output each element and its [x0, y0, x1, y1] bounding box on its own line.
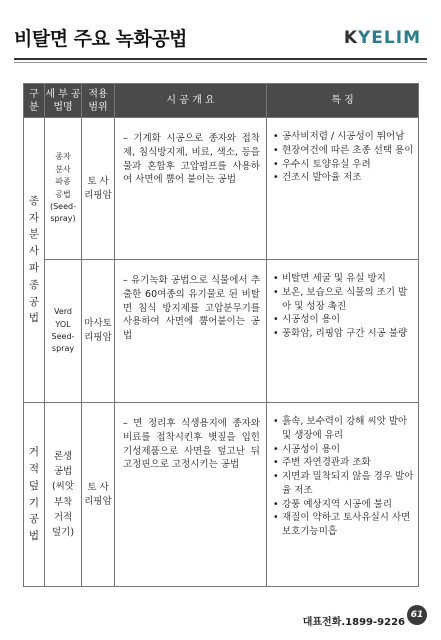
feature-item: • 비탈면 세굴 및 유실 방지: [273, 272, 414, 286]
method-cell: [45, 118, 82, 260]
features-cell: [267, 118, 419, 260]
table-row: [24, 403, 419, 587]
feature-item: • 시공성이 용이: [273, 313, 414, 327]
cell-line: spray: [51, 344, 75, 354]
logo-rest: YELIM: [358, 28, 421, 48]
scope-cell: [82, 260, 115, 403]
feature-item: • 지면과 밀착되지 않을 경우 발아율 저조: [273, 470, 414, 498]
cell-line: 거적: [53, 511, 73, 523]
table-header-row: [24, 84, 419, 118]
cell-line: YOL: [55, 319, 71, 329]
method-table: [23, 83, 419, 587]
overview-text: – 유기녹화 공법으로 식물에서 추출한 60여종의 유기물로 된 비탈면 침식 방지제를 고압분무기를 사용하여 사면에 뿜어붙이는 공법: [123, 275, 260, 342]
cell-line: (씨앗: [51, 481, 75, 493]
cell-line: Verd: [54, 307, 72, 317]
cell-line: (Seed-: [49, 201, 76, 211]
feature-item: • 재질이 약하고 토사유실시 사면 보호기능미흡: [273, 511, 414, 539]
feature-item: • 주변 자연경관과 조화: [273, 456, 414, 470]
feature-item: • 강풍 예상지역 시공에 불리: [273, 498, 414, 512]
cell-line: 분사: [55, 164, 71, 174]
vertical-label: 종자분사파종공법: [28, 194, 40, 325]
page-title: 비탈면 주요 녹화공법: [14, 28, 187, 50]
scope-cell: [82, 403, 115, 587]
overview-text: – 면 정리후 식생용지에 종자와 비료를 접착시킨후 볏짚을 입힌 기성제품으로 사면을 덮고난 뒤 고정핀으로 고정시키는 공법: [123, 418, 260, 471]
cell-line: 덮기): [51, 526, 75, 538]
category-cell-spray: [24, 118, 45, 403]
title-divider: [14, 58, 427, 60]
feature-item: • 현장여건에 따른 초종 선택 용이: [273, 144, 414, 158]
table-row: [24, 118, 419, 260]
scope-cell: [82, 118, 115, 260]
cell-line: 파종: [55, 177, 71, 187]
feature-item: • 보온, 보습으로 식물의 조기 발아 및 성장 촉진: [273, 286, 414, 314]
feature-item: • 흙속, 보수력이 강해 씨앗 발아 및 생장에 유리: [273, 415, 414, 443]
feature-item: • 건조시 발아율 저조: [273, 171, 414, 185]
page-number: 61: [407, 605, 427, 625]
feature-item: • 우수시 토양유실 우려: [273, 158, 414, 172]
cell-line: 론생: [53, 450, 73, 462]
header-category: [24, 84, 45, 118]
cell-line: Seed-: [51, 332, 75, 341]
cell-line: 공법: [53, 466, 73, 478]
overview-cell: [115, 118, 267, 260]
company-logo: [344, 28, 421, 48]
overview-text: – 기계화 시공으로 종자와 접착제, 침식방지제, 비료, 색소, 등을 물과 혼합후 고압펌프를 사용하여 사면에 뿜어 붙이는 공법: [123, 133, 260, 186]
cell-line: 공법: [55, 189, 71, 199]
features-cell: [267, 403, 419, 587]
overview-cell: [115, 403, 267, 587]
cell-line: 토 사: [87, 481, 109, 493]
phone-number: 대표전화.1899-9226: [302, 617, 405, 628]
vertical-label: 구분: [29, 88, 39, 113]
logo-prefix: K: [343, 28, 358, 48]
header-method: 세 부 공법명: [45, 84, 82, 118]
features-list: [273, 118, 414, 185]
features-list: [273, 260, 414, 341]
table-row: [24, 260, 419, 403]
vertical-label: 거적덮기공법: [28, 446, 40, 543]
title-divider-thin: [14, 62, 427, 63]
cell-line: 리핑암: [84, 189, 112, 201]
cell-line: 리핑암: [84, 495, 112, 507]
header-scope: 적용 범위: [82, 84, 115, 118]
features-cell: [267, 260, 419, 403]
cell-line: 마사토: [84, 318, 112, 330]
cell-line: 부착: [53, 496, 73, 508]
feature-item: • 공사비저렴 / 시공성이 뛰어남: [273, 130, 414, 144]
cell-line: spray): [50, 214, 76, 224]
method-cell: [45, 260, 82, 403]
features-list: [273, 403, 414, 539]
cell-line: 토 사: [87, 175, 109, 187]
cell-line: 종자: [55, 152, 71, 162]
overview-cell: [115, 260, 267, 403]
method-cell: [45, 403, 82, 587]
header-features: 특 징: [267, 84, 419, 118]
cell-line: 리핑암: [84, 332, 112, 343]
feature-item: • 풍화암, 리핑암 구간 시공 불량: [273, 327, 414, 341]
header-overview: 시 공 개 요: [115, 84, 267, 118]
category-cell-mat: [24, 403, 45, 587]
feature-item: • 시공성이 용이: [273, 443, 414, 457]
